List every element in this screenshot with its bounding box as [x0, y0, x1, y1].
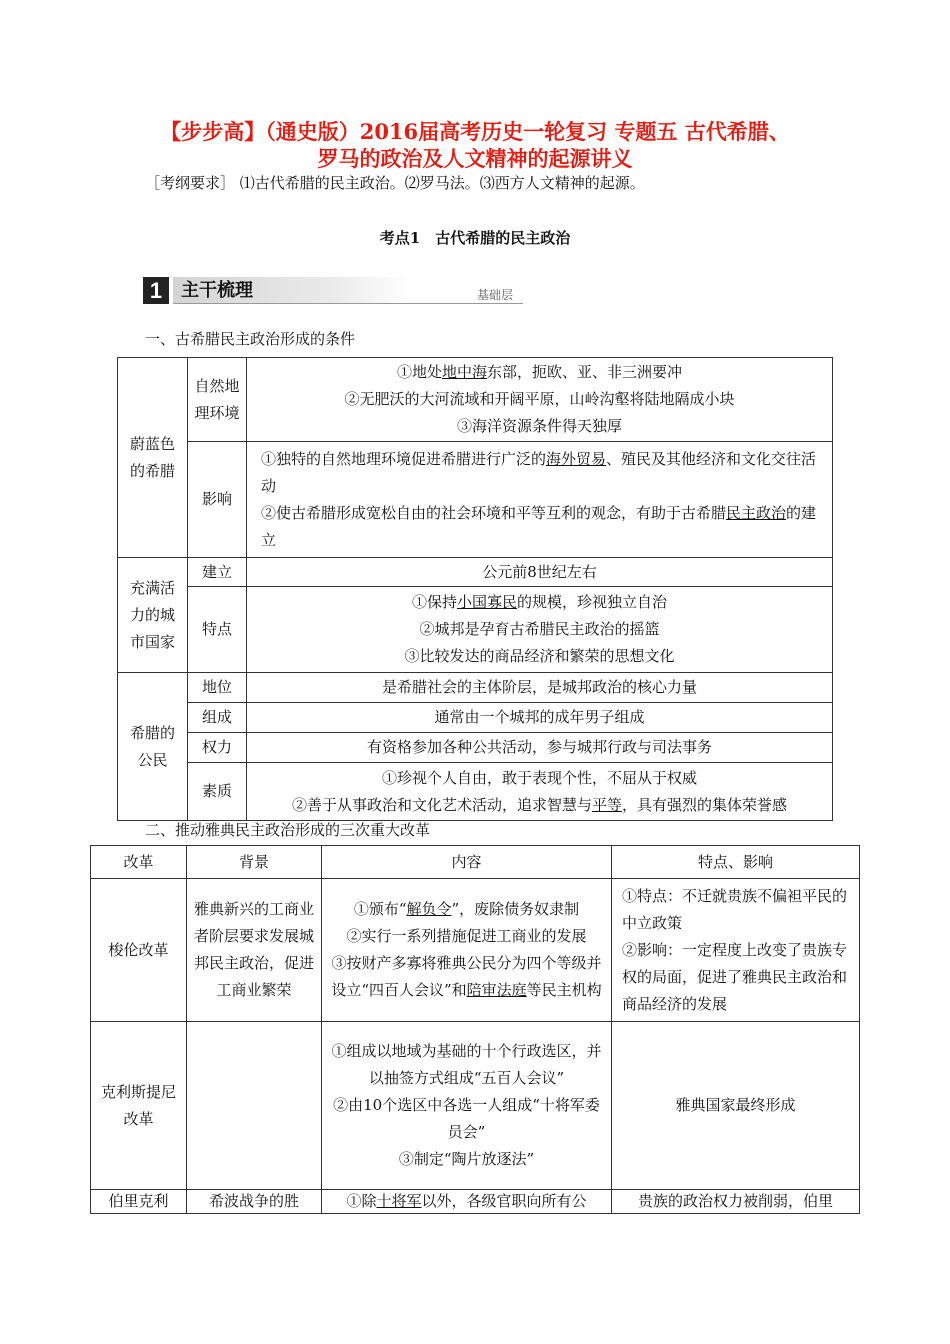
content-line: ③比较发达的商品经济和繁荣的思想文化 — [404, 647, 675, 665]
subcategory-cell: 特点 — [188, 587, 247, 673]
section2-heading: 二、推动雅典民主政治形成的三次重大改革 — [145, 821, 431, 839]
conditions-table — [117, 357, 833, 821]
content-cell: 有资格参加各种公共活动，参与城邦行政与司法事务 — [247, 733, 833, 763]
content-line: ②由10个选区中各选一人组成“十将军委员会” — [333, 1096, 600, 1141]
content-line: ①颁布“解负令”，废除债务奴隶制 — [353, 900, 580, 918]
column-header: 内容 — [322, 846, 612, 879]
table-row — [91, 879, 860, 1022]
content-line: ③制定“陶片放逐法” — [398, 1150, 535, 1168]
reform-content — [322, 879, 612, 1022]
content-line: ①独特的自然地理环境促进希腊进行广泛的海外贸易、殖民及其他经济和文化交往活动 — [261, 449, 817, 495]
content-line: ③海洋资源条件得天独厚 — [456, 417, 622, 435]
content-line: ①特点：不迁就贵族不偏袒平民的中立政策 — [622, 886, 848, 932]
subcategory-cell: 建立 — [188, 558, 247, 587]
reform-impact: 雅典国家最终形成 — [612, 1022, 860, 1190]
subcategory-cell: 权力 — [188, 733, 247, 763]
content-line: ②影响：一定程度上改变了贵族专权的局面，促进了雅典民主政治和商品经济的发展 — [622, 940, 848, 1013]
banner-underline — [173, 303, 523, 304]
section-banner — [143, 277, 523, 304]
syllabus-requirements: ［考纲要求］ ⑴古代希腊的民主政治。⑵罗马法。⑶西方人文精神的起源。 — [145, 174, 645, 192]
reform-content — [322, 1022, 612, 1190]
content-cell — [247, 587, 833, 673]
content-cell: 是希腊社会的主体阶层，是城邦政治的核心力量 — [247, 673, 833, 703]
table-row — [91, 1022, 860, 1190]
table-row — [91, 1190, 860, 1214]
reform-background: 雅典新兴的工商业者阶层要求发展城邦民主政治，促进工商业繁荣 — [187, 879, 322, 1022]
table-row — [118, 733, 833, 763]
reform-name: 伯里克利 — [91, 1190, 187, 1214]
subcategory-cell: 组成 — [188, 703, 247, 733]
subcategory-cell: 素质 — [188, 763, 247, 821]
table-row — [118, 587, 833, 673]
category-cell: 蔚蓝色的希腊 — [118, 358, 188, 558]
reform-content: ①除十将军以外，各级官职向所有公 — [322, 1190, 612, 1214]
content-cell: 通常由一个城邦的成年男子组成 — [247, 703, 833, 733]
table-row — [118, 703, 833, 733]
content-cell — [247, 442, 833, 558]
content-line: ①组成以地域为基础的十个行政选区，并以抽签方式组成“五百人会议” — [331, 1042, 602, 1087]
content-line: ①地处地中海东部，扼欧、亚、非三洲要冲 — [396, 363, 683, 381]
table-row — [118, 558, 833, 587]
category-cell: 希腊的公民 — [118, 673, 188, 821]
topic-heading: 考点1 古代希腊的民主政治 — [379, 229, 571, 247]
reforms-table — [90, 845, 860, 1214]
content-line: ②城邦是孕育古希腊民主政治的摇篮 — [419, 620, 660, 638]
content-cell — [247, 358, 833, 442]
subcategory-cell: 自然地理环境 — [188, 358, 247, 442]
content-line: ②善于从事政治和文化艺术活动，追求智慧与平等，具有强烈的集体荣誉感 — [291, 795, 788, 814]
title-line-2: 罗马的政治及人文精神的起源讲义 — [317, 146, 633, 171]
title-line-1: 【步步高】（通史版）2016届高考历史一轮复习 专题五 古代希腊、 — [160, 119, 790, 144]
section1-heading: 一、古希腊民主政治形成的条件 — [145, 330, 356, 348]
reform-background — [187, 1022, 322, 1190]
content-line: ③按财产多寡将雅典公民分为四个等级并设立“四百人会议”和陪审法庭等民主机构 — [331, 954, 602, 999]
table-row — [118, 358, 833, 442]
content-cell — [247, 763, 833, 821]
banner-level: 基础层 — [477, 288, 514, 302]
content-line: ①珍视个人自由，敢于表现个性，不屈从于权威 — [381, 768, 697, 787]
content-line: ②实行一系列措施促进工商业的发展 — [346, 927, 587, 945]
column-header: 特点、影响 — [612, 846, 860, 879]
column-header: 改革 — [91, 846, 187, 879]
table-row — [118, 763, 833, 821]
column-header: 背景 — [187, 846, 322, 879]
banner-number: 1 — [143, 277, 169, 304]
reform-background: 希波战争的胜 — [187, 1190, 322, 1214]
reform-name: 梭伦改革 — [91, 879, 187, 1022]
content-line: ②使古希腊形成宽松自由的社会环境和平等互利的观念，有助于古希腊民主政治的建立 — [261, 503, 817, 549]
reform-impact: 贵族的政治权力被削弱，伯里 — [612, 1190, 860, 1214]
subcategory-cell: 影响 — [188, 442, 247, 558]
table-row — [118, 442, 833, 558]
document-title — [100, 118, 850, 172]
content-cell: 公元前8世纪左右 — [247, 558, 833, 587]
category-cell: 充满活力的城市国家 — [118, 558, 188, 673]
subcategory-cell: 地位 — [188, 673, 247, 703]
table-row — [118, 673, 833, 703]
table-header-row — [91, 846, 860, 879]
reform-name: 克利斯提尼改革 — [91, 1022, 187, 1190]
content-line: ②无肥沃的大河流域和开阔平原，山岭沟壑将陆地隔成小块 — [344, 390, 735, 408]
banner-label: 主干梳理 — [181, 280, 253, 301]
reform-impact — [612, 879, 860, 1022]
content-line: ①保持小国寡民的规模，珍视独立自治 — [411, 593, 668, 611]
